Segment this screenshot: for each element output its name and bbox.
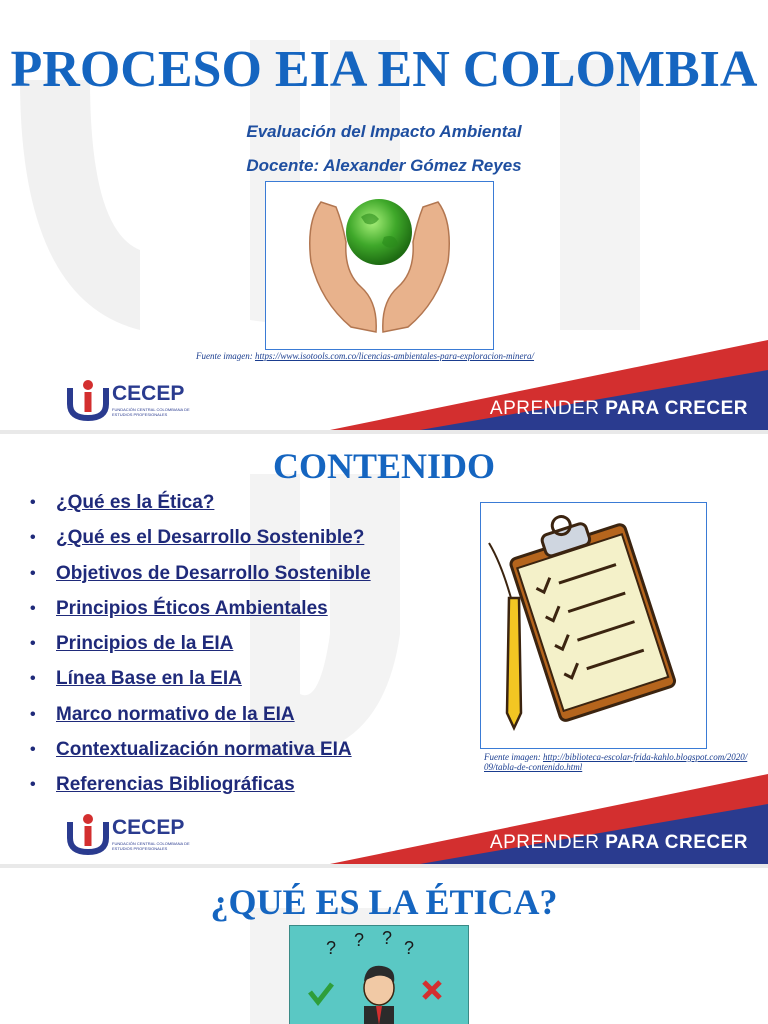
clipboard-checklist-icon: [481, 503, 706, 748]
section-title: CONTENIDO: [272, 446, 496, 486]
svg-text:?: ?: [382, 928, 393, 948]
bullet-icon: •: [30, 599, 36, 617]
list-item[interactable]: • Principios de la EIA: [30, 633, 234, 655]
tagline: APRENDER PARA CRECER: [489, 398, 748, 419]
section-title: ¿QUÉ ES LA ÉTICA?: [210, 882, 558, 922]
bullet-icon: •: [30, 494, 36, 511]
list-item[interactable]: • Principios Éticos Ambientales: [30, 597, 328, 619]
svg-text:?: ?: [354, 930, 365, 950]
logo-subtext: FUNDACIÓN CENTRAL COLOMBIANA DE ESTUDIOS PROFESIONALES: [112, 407, 190, 417]
slide-title: [0, 0, 768, 430]
bullet-icon: •: [30, 635, 36, 653]
hands-globe-icon: [266, 182, 493, 349]
list-item[interactable]: • Línea Base en la EIA: [30, 668, 242, 690]
cecep-logo-icon: [66, 378, 110, 422]
hands-globe-image: [265, 181, 494, 350]
contents-list: [30, 492, 371, 810]
cecep-logo: [66, 378, 190, 427]
list-item[interactable]: • ¿Qué es la Ética?: [30, 492, 215, 513]
list-item[interactable]: • ¿Qué es el Desarrollo Sostenible?: [30, 527, 365, 549]
list-item[interactable]: • Referencias Bibliográficas: [30, 774, 295, 796]
bullet-icon: •: [30, 670, 36, 688]
logo-text: CECEP: [112, 816, 185, 839]
list-item[interactable]: • Objetivos de Desarrollo Sostenible: [30, 562, 371, 584]
clipboard-image: [480, 502, 707, 749]
svg-text:?: ?: [404, 938, 415, 958]
slide-contents: [0, 434, 768, 864]
bullet-icon: •: [30, 776, 36, 794]
tagline: APRENDER PARA CRECER: [489, 832, 748, 853]
list-item[interactable]: • Contextualización normativa EIA: [30, 739, 352, 761]
subtitle-teacher: Docente: Alexander Gómez Reyes: [246, 156, 522, 175]
subtitle-course: Evaluación del Impacto Ambiental: [246, 122, 522, 141]
caption-prefix: Fuente imagen:: [196, 351, 255, 361]
bullet-icon: •: [30, 705, 36, 723]
image-source-caption: [484, 752, 749, 772]
cecep-logo-icon: [66, 812, 110, 856]
page-title: PROCESO EIA EN COLOMBIA: [10, 41, 758, 98]
source-link[interactable]: http://biblioteca-escolar-frida-kahlo.blogspot.com/2020/09/tabla-de-contenido.html: [484, 752, 748, 772]
thinking-man-icon: [290, 926, 468, 1024]
logo-text: CECEP: [112, 382, 185, 405]
bullet-icon: •: [30, 741, 36, 759]
bullet-icon: •: [30, 564, 36, 582]
slide-ethics: [0, 868, 768, 1024]
logo-subtext: FUNDACIÓN CENTRAL COLOMBIANA DE ESTUDIOS PROFESIONALES: [112, 841, 190, 851]
ethics-image: [289, 925, 469, 1024]
bullet-icon: •: [30, 529, 36, 547]
cecep-logo: [66, 812, 190, 861]
caption-prefix: Fuente imagen:: [484, 752, 543, 762]
source-link[interactable]: https://www.isotools.com.co/licencias-ambientales-para-exploracion-minera/: [254, 351, 535, 361]
svg-text:?: ?: [326, 938, 337, 958]
list-item[interactable]: • Marco normativo de la EIA: [30, 703, 295, 725]
